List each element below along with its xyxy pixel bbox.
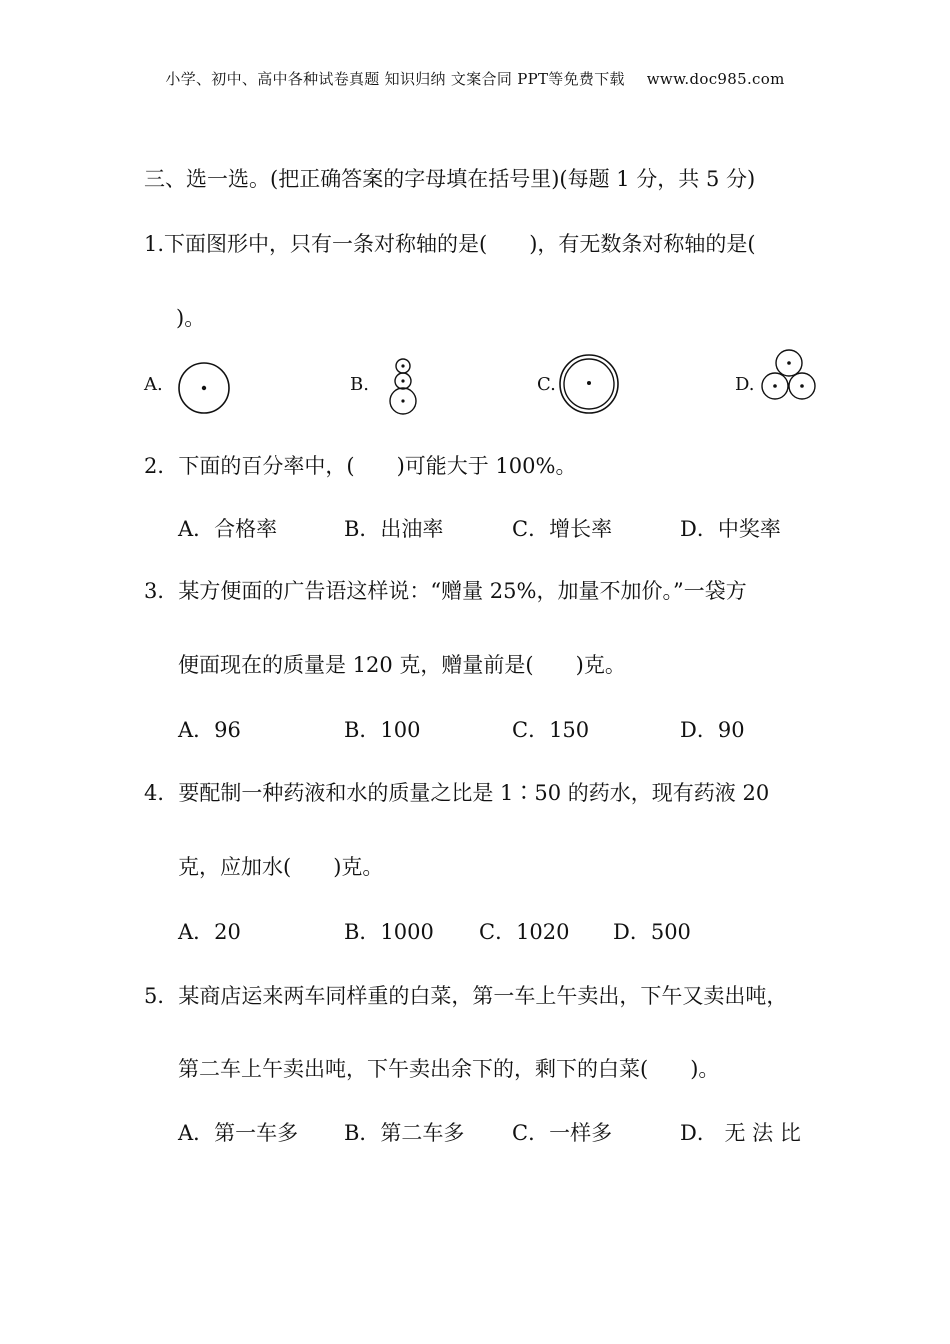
option-a: A．96 [178, 718, 241, 742]
question-number: 4． [144, 781, 179, 805]
question-3-line-1 [144, 575, 747, 605]
question-5-line-1 [144, 980, 787, 1010]
option-d: D．500 [613, 920, 691, 944]
option-c: C．150 [512, 718, 590, 742]
page-header [0, 68, 950, 89]
three-stacked-circles-icon [386, 356, 420, 418]
option-c: C．一样多 [512, 1121, 613, 1145]
option-c: C．1020 [479, 920, 570, 944]
circle-with-center-dot-icon [178, 362, 232, 416]
question-number: 2． [144, 454, 179, 478]
question-1-line-2: )。 [176, 306, 206, 330]
question-4-line-2: 克，应加水( )克。 [178, 855, 384, 879]
question-number: 3． [144, 579, 179, 603]
question-text: 下面图形中，只有一条对称轴的是( )，有无数条对称轴的是( [164, 232, 756, 256]
figure-label-d: D. [735, 374, 755, 395]
option-d: D．90 [680, 718, 745, 742]
figure-label-a: A. [144, 374, 163, 395]
question-3-line-2: 便面现在的质量是 120 克，赠量前是( )克。 [178, 653, 626, 677]
option-b: B．第二车多 [344, 1121, 465, 1145]
question-5-line-2: 第二车上午卖出吨，下午卖出余下的，剩下的白菜( )。 [178, 1057, 720, 1081]
figure-label-c: C. [537, 374, 556, 395]
question-2-line-1 [144, 450, 576, 480]
question-text: 下面的百分率中，( )可能大于 100%。 [178, 454, 577, 478]
option-b: B．出油率 [344, 517, 444, 541]
figure-label-b: B. [350, 374, 369, 395]
option-b: B．1000 [344, 920, 434, 944]
option-d: D．中奖率 [680, 517, 781, 541]
option-b: B．100 [344, 718, 421, 742]
section-title: 三、选一选。(把正确答案的字母填在括号里)(每题 1 分，共 5 分) [144, 167, 756, 191]
concentric-circles-icon [558, 353, 620, 415]
question-number: 1. [144, 232, 165, 256]
three-circles-triangle-icon [760, 348, 820, 402]
header-tagline: 小学、初中、高中各种试卷真题 知识归纳 文案合同 PPT等免费下载 [165, 70, 625, 88]
option-a: A．合格率 [178, 517, 278, 541]
question-number: 5． [144, 984, 179, 1008]
question-text: 要配制一种药液和水的质量之比是 1∶50 的药水，现有药液 20 [178, 781, 770, 805]
question-1-line-1 [144, 228, 756, 258]
option-d: D． 无 法 比 [680, 1121, 801, 1145]
option-a: A．20 [178, 920, 241, 944]
header-url: www.doc985.com [646, 70, 785, 88]
option-c: C．增长率 [512, 517, 613, 541]
question-text: 某方便面的广告语这样说：“赠量 25%，加量不加价。”一袋方 [178, 579, 747, 603]
question-4-line-1 [144, 777, 769, 807]
option-a: A．第一车多 [178, 1121, 299, 1145]
question-text: 某商店运来两车同样重的白菜，第一车上午卖出，下午又卖出吨， [178, 984, 788, 1008]
